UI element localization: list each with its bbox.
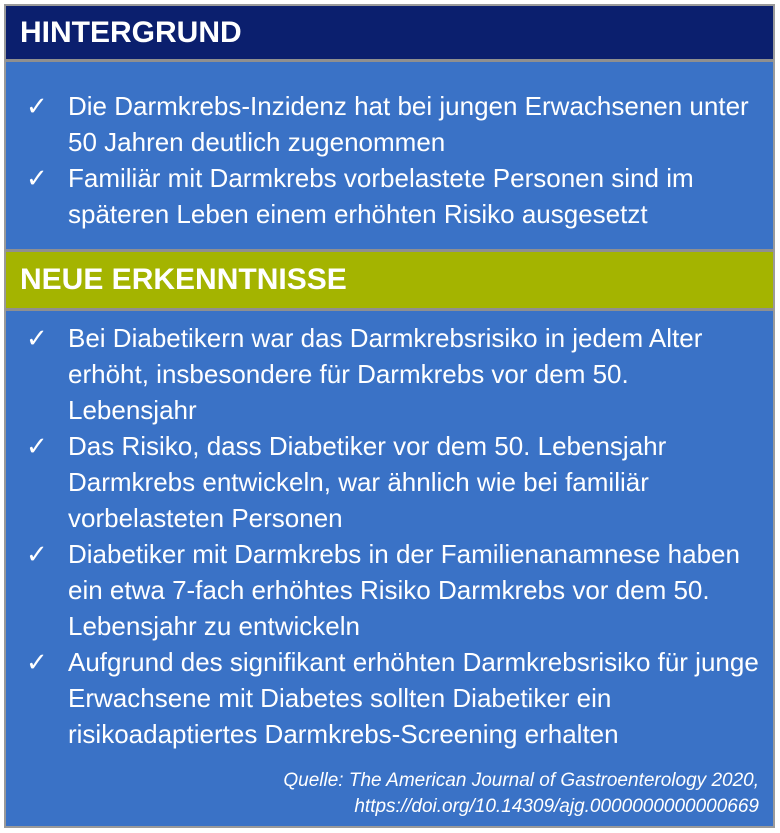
list-item (6, 320, 773, 428)
section-title: HINTERGRUND (20, 15, 242, 49)
list-item-text: Diabetiker mit Darmkrebs in der Familienanamnese haben ein etwa 7-fach erhöhtes Risiko Darmkrebs vor dem 50. Lebensjahr zu entwickeln (68, 539, 740, 641)
section-title: NEUE ERKENNTNISSE (20, 263, 347, 296)
list-item (6, 160, 773, 232)
section-header-erkenntnisse (6, 249, 773, 311)
summary-panel (4, 4, 775, 828)
list-item (6, 644, 773, 752)
checkmark-icon: ✓ (26, 539, 48, 569)
list-item (6, 536, 773, 644)
source-doi: https://doi.org/10.14309/ajg.0000000000000669 (354, 796, 759, 817)
hintergrund-list (6, 88, 773, 232)
list-item-text: Aufgrund des signifikant erhöhten Darmkrebsrisiko für junge Erwachsene mit Diabetes sollten Diabetiker ein risikoadaptiertes Darmkrebs-Screening erhalten (68, 647, 759, 749)
source-line-1: Quelle: The American Journal of Gastroenterology 2020, (283, 770, 759, 791)
list-item (6, 88, 773, 160)
source-citation (283, 768, 759, 820)
list-item-text: Das Risiko, dass Diabetiker vor dem 50. Lebensjahr Darmkrebs entwickeln, war ähnlich wie bei familiär vorbelasteten Personen (68, 431, 667, 533)
checkmark-icon: ✓ (26, 323, 48, 353)
erkenntnisse-list (6, 320, 773, 752)
list-item-text: Bei Diabetikern war das Darmkrebsrisiko in jedem Alter erhöht, insbesondere für Darmkrebs vor dem 50. Lebensjahr (68, 323, 703, 425)
checkmark-icon: ✓ (26, 647, 48, 677)
list-item (6, 428, 773, 536)
checkmark-icon: ✓ (26, 91, 48, 121)
list-item-text: Die Darmkrebs-Inzidenz hat bei jungen Erwachsenen unter 50 Jahren deutlich zugenommen (68, 91, 749, 157)
list-item-text: Familiär mit Darmkrebs vorbelastete Personen sind im späteren Leben einem erhöhten Risiko ausgesetzt (68, 163, 694, 229)
section-header-hintergrund (6, 6, 773, 62)
checkmark-icon: ✓ (26, 431, 48, 461)
checkmark-icon: ✓ (26, 163, 48, 193)
